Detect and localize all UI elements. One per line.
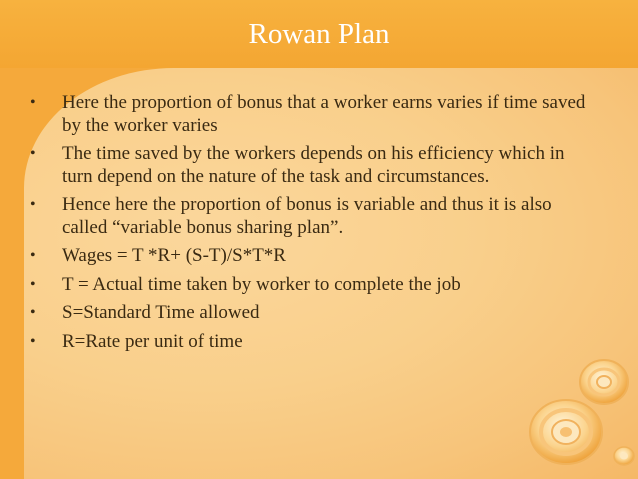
bullet-text: The time saved by the workers depends on his efficiency which in turn depend on the nature of the task and circumstances. <box>62 143 565 187</box>
bullet-dot-icon: • <box>30 275 36 293</box>
bullet-dot-icon: • <box>30 94 36 111</box>
bullet-text: T = Actual time taken by worker to complete the job <box>62 273 461 295</box>
bullet-dot-icon: • <box>30 247 36 264</box>
bullet-item <box>28 143 598 188</box>
bullet-item <box>28 194 598 239</box>
bullet-list <box>28 92 598 359</box>
bullet-text: S=Standard Time allowed <box>62 302 260 323</box>
bullet-item <box>28 92 598 137</box>
bullet-item <box>28 331 598 354</box>
bullet-item <box>28 245 598 268</box>
bullet-text: Hence here the proportion of bonus is variable and thus it is also called “variable bonus sharing plan”. <box>62 194 552 238</box>
bullet-dot-icon: • <box>30 332 36 350</box>
bullet-text: Wages = T *R+ (S-T)/S*T*R <box>62 245 286 266</box>
bullet-text: Here the proportion of bonus that a worker earns varies if time saved by the worker varies <box>62 92 586 136</box>
bullet-text: R=Rate per unit of time <box>62 330 243 352</box>
bullet-dot-icon: • <box>30 304 36 321</box>
bullet-dot-icon: • <box>30 196 36 213</box>
slide-title: Rowan Plan <box>248 18 390 50</box>
bullet-item <box>28 274 598 297</box>
bullet-dot-icon: • <box>30 145 36 162</box>
concentric-rings-icon <box>520 330 638 479</box>
bullet-item <box>28 302 598 325</box>
